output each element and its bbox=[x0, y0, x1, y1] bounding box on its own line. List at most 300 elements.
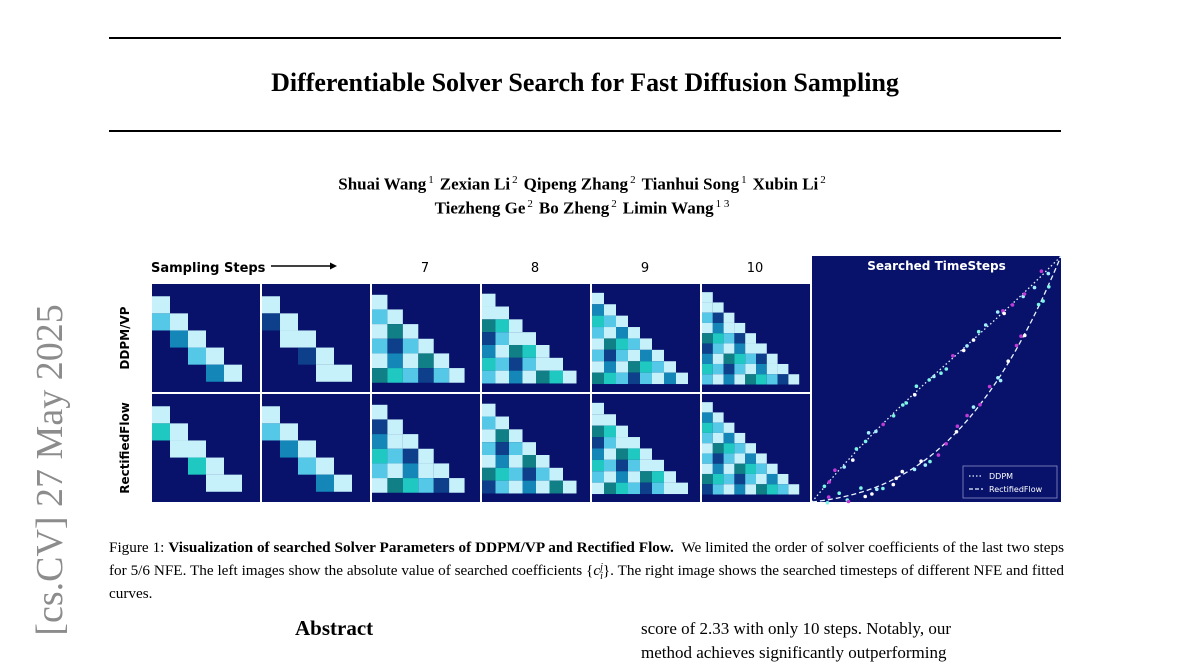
heatmap-cell bbox=[418, 449, 433, 464]
heatmap-cell bbox=[778, 484, 789, 494]
caption-math-sub: i bbox=[600, 570, 603, 582]
heatmap-cell bbox=[316, 365, 334, 382]
heatmap-cell bbox=[756, 374, 767, 384]
heatmap-cell bbox=[664, 483, 676, 494]
timestep-point bbox=[901, 470, 905, 474]
heatmap-cell bbox=[449, 478, 464, 493]
heatmap-cell bbox=[496, 442, 510, 455]
heatmap-cell bbox=[152, 313, 170, 330]
heatmap-cell bbox=[592, 327, 604, 338]
row-label: RectifiedFlow bbox=[118, 402, 132, 494]
heatmap-cell bbox=[523, 442, 537, 455]
timestep-point bbox=[988, 385, 992, 389]
heatmap-cell bbox=[387, 449, 402, 464]
author-name: Tianhui Song bbox=[641, 174, 740, 194]
heatmap-cell bbox=[604, 327, 616, 338]
heatmap-cell bbox=[188, 440, 206, 457]
heatmap-cell bbox=[702, 302, 713, 312]
heatmap-cell bbox=[523, 468, 537, 481]
heatmap-cell bbox=[224, 475, 242, 492]
timestep-point bbox=[962, 349, 966, 353]
timestep-point bbox=[972, 338, 976, 342]
heatmap-cell bbox=[334, 365, 352, 382]
timestep-point bbox=[932, 375, 936, 379]
timestep-point bbox=[823, 485, 827, 489]
heatmap-cell bbox=[702, 464, 713, 474]
heatmap-cell bbox=[713, 323, 724, 333]
plot-title: Searched TimeSteps bbox=[867, 259, 1006, 273]
heatmap-cell bbox=[745, 453, 756, 463]
heatmap-cell bbox=[536, 345, 550, 358]
heatmap-cell bbox=[756, 474, 767, 484]
timestep-point bbox=[924, 463, 928, 467]
heatmap-cell bbox=[387, 478, 402, 493]
heatmap-cell bbox=[724, 333, 735, 343]
author-line-2 bbox=[0, 198, 1170, 219]
heatmap-cell bbox=[482, 371, 496, 384]
heatmap-cell bbox=[403, 368, 418, 383]
heatmap-cell bbox=[523, 371, 537, 384]
heatmap-cell bbox=[434, 368, 449, 383]
heatmap-cell bbox=[509, 481, 523, 494]
coefficient-heatmaps bbox=[152, 284, 810, 502]
heatmap-cell bbox=[482, 345, 496, 358]
heatmap-cell bbox=[262, 296, 280, 313]
heatmap-cell bbox=[702, 333, 713, 343]
heatmap-cell bbox=[418, 368, 433, 383]
heatmap-cell bbox=[298, 440, 316, 457]
heatmap-cell bbox=[496, 468, 510, 481]
abstract-heading: Abstract bbox=[295, 616, 374, 640]
heatmap-cell bbox=[628, 448, 640, 459]
heatmap-cell bbox=[702, 364, 713, 374]
timestep-point bbox=[892, 414, 896, 418]
heatmap-cell bbox=[640, 361, 652, 372]
timestep-point bbox=[972, 405, 976, 409]
timestep-point bbox=[999, 379, 1003, 383]
author-affiliation: 1 bbox=[428, 174, 434, 186]
heatmap-cell bbox=[298, 458, 316, 475]
heatmap-cell bbox=[206, 348, 224, 365]
heatmap-cell bbox=[713, 453, 724, 463]
heatmap-cell bbox=[280, 423, 298, 440]
timestep-point bbox=[874, 430, 878, 434]
timestep-point bbox=[837, 491, 841, 495]
heatmap-cell bbox=[734, 374, 745, 384]
heatmap-cell bbox=[403, 449, 418, 464]
heatmap-cell bbox=[640, 471, 652, 482]
heatmap-cell bbox=[403, 324, 418, 339]
heatmap-cell bbox=[523, 345, 537, 358]
timestep-point bbox=[863, 495, 867, 499]
heatmap-cell bbox=[509, 468, 523, 481]
heatmap-cell bbox=[628, 460, 640, 471]
author-name: Shuai Wang bbox=[338, 174, 427, 194]
heatmap-cell bbox=[628, 437, 640, 448]
caption-text-a: We limited the order of solver coefficients of the last two steps for 5/6 NFE. The left images show the absolute value of searched coefficients { bbox=[109, 539, 1064, 579]
heatmap-cell bbox=[713, 474, 724, 484]
heatmap-cell bbox=[592, 316, 604, 327]
timestep-point bbox=[928, 460, 932, 464]
heatmap-cell bbox=[403, 478, 418, 493]
heatmap-cell bbox=[523, 455, 537, 468]
heatmap-cell bbox=[724, 343, 735, 353]
searched-timesteps-plot bbox=[812, 256, 1061, 505]
heatmap-cell bbox=[724, 364, 735, 374]
heatmap-cell bbox=[592, 403, 604, 414]
timestep-point bbox=[847, 500, 851, 504]
heatmap-cell bbox=[724, 484, 735, 494]
heatmap-cell bbox=[206, 365, 224, 382]
heatmap-cell bbox=[372, 339, 387, 354]
heatmap-cell bbox=[724, 453, 735, 463]
caption-text-b: }. The right image shows the searched timesteps of different NFE and fitted curves. bbox=[109, 562, 1064, 602]
heatmap-cell bbox=[509, 371, 523, 384]
timestep-point bbox=[996, 376, 1000, 380]
heatmap-cell bbox=[334, 475, 352, 492]
heatmap-cell bbox=[550, 481, 564, 494]
heatmap-cell bbox=[372, 324, 387, 339]
heatmap-cell bbox=[372, 353, 387, 368]
heatmap-cell bbox=[298, 348, 316, 365]
heatmap-cell bbox=[523, 481, 537, 494]
heatmap-cell bbox=[702, 374, 713, 384]
heatmap-cell bbox=[734, 364, 745, 374]
heatmap-cell bbox=[418, 478, 433, 493]
heatmap-cell bbox=[713, 333, 724, 343]
timestep-point bbox=[944, 442, 948, 446]
timestep-point bbox=[894, 477, 898, 481]
heatmap-cell bbox=[496, 417, 510, 430]
heatmap-cell bbox=[724, 433, 735, 443]
heatmap-cell bbox=[372, 309, 387, 324]
heatmap-cell bbox=[592, 350, 604, 361]
heatmap-cell bbox=[702, 323, 713, 333]
heatmap-cell bbox=[372, 434, 387, 449]
heatmap-cell bbox=[767, 364, 778, 374]
heatmap-cell bbox=[628, 373, 640, 384]
author-line-1 bbox=[0, 174, 1170, 195]
heatmap-cell bbox=[316, 348, 334, 365]
heatmap-cell bbox=[778, 474, 789, 484]
timestep-point bbox=[996, 310, 1000, 314]
timestep-point bbox=[1006, 359, 1010, 363]
heatmap-cell bbox=[509, 345, 523, 358]
timestep-point bbox=[875, 488, 879, 492]
heatmap-cell bbox=[523, 358, 537, 371]
heatmap-cell bbox=[616, 448, 628, 459]
heatmap-cell bbox=[734, 433, 745, 443]
heatmap-cell bbox=[387, 368, 402, 383]
timestep-point bbox=[1002, 312, 1006, 316]
heatmap-cell bbox=[702, 484, 713, 494]
heatmap-cell bbox=[778, 364, 789, 374]
heatmap-cell bbox=[640, 373, 652, 384]
timestep-point bbox=[827, 495, 831, 499]
heatmap-cell bbox=[482, 319, 496, 332]
heatmap-cell bbox=[604, 483, 616, 494]
heatmap-cell bbox=[372, 478, 387, 493]
heatmap-cell bbox=[188, 348, 206, 365]
timestep-point bbox=[828, 480, 832, 484]
heatmap-cell bbox=[628, 361, 640, 372]
author-affiliation: 2 bbox=[527, 198, 533, 210]
heatmap-cell bbox=[616, 350, 628, 361]
heatmap-cell bbox=[482, 481, 496, 494]
heatmap-cell bbox=[767, 484, 778, 494]
heatmap-cell bbox=[724, 323, 735, 333]
arxiv-stamp: [cs.CV] 27 May 2025 bbox=[29, 304, 71, 636]
heatmap-cell bbox=[640, 448, 652, 459]
timestep-point bbox=[955, 430, 959, 434]
heatmap-cell bbox=[604, 350, 616, 361]
bottom-rule bbox=[109, 130, 1061, 132]
heatmap-cell bbox=[170, 313, 188, 330]
heatmap-cell bbox=[640, 338, 652, 349]
timestep-point bbox=[864, 440, 868, 444]
heatmap-cell bbox=[604, 426, 616, 437]
timestep-point bbox=[1019, 334, 1023, 338]
heatmap-cell bbox=[280, 313, 298, 330]
heatmap-cell bbox=[496, 358, 510, 371]
heatmap-cell bbox=[604, 316, 616, 327]
heatmap-cell bbox=[372, 405, 387, 420]
timestep-point bbox=[859, 486, 863, 490]
heatmap-cell bbox=[592, 471, 604, 482]
heatmap-cell bbox=[509, 358, 523, 371]
top-rule bbox=[109, 37, 1061, 39]
timestep-point bbox=[977, 330, 981, 334]
heatmap-cell bbox=[482, 429, 496, 442]
heatmap-cell bbox=[664, 373, 676, 384]
heatmap-cell bbox=[604, 414, 616, 425]
heatmap-cell bbox=[734, 333, 745, 343]
heatmap-cell bbox=[724, 354, 735, 364]
heatmap-cell bbox=[403, 339, 418, 354]
heatmap-cell bbox=[767, 374, 778, 384]
heatmap-cell bbox=[702, 292, 713, 302]
heatmap-cell bbox=[745, 354, 756, 364]
heatmap-cell bbox=[482, 404, 496, 417]
heatmap-cell bbox=[592, 483, 604, 494]
heatmap-cell bbox=[702, 412, 713, 422]
heatmap-cell bbox=[628, 483, 640, 494]
heatmap-cell bbox=[745, 443, 756, 453]
heatmap-cell bbox=[509, 319, 523, 332]
timestep-point bbox=[851, 458, 855, 462]
heatmap-cell bbox=[482, 332, 496, 345]
heatmap-cell bbox=[713, 443, 724, 453]
timestep-point bbox=[965, 344, 969, 348]
heatmap-cell bbox=[592, 361, 604, 372]
heatmap-cell bbox=[563, 371, 577, 384]
heatmap-cell bbox=[592, 414, 604, 425]
heatmap-cell bbox=[592, 426, 604, 437]
row-labels bbox=[118, 306, 132, 494]
step-label: 8 bbox=[530, 261, 540, 276]
right-column-text-2: method achieves significantly outperforming bbox=[641, 643, 947, 662]
heatmap-cell bbox=[628, 350, 640, 361]
heatmap-cell bbox=[702, 453, 713, 463]
timestep-point bbox=[956, 424, 960, 428]
heatmap-cell bbox=[372, 463, 387, 478]
sampling-steps-label: Sampling Steps bbox=[151, 261, 266, 276]
heatmap-cell bbox=[496, 307, 510, 320]
heatmap-cell bbox=[496, 371, 510, 384]
author-affiliation: 2 bbox=[512, 174, 518, 186]
heatmap-cell bbox=[676, 373, 688, 384]
heatmap-cell bbox=[616, 471, 628, 482]
heatmap-cell bbox=[652, 373, 664, 384]
heatmap-cell bbox=[616, 338, 628, 349]
heatmap-cell bbox=[713, 423, 724, 433]
heatmap-cell bbox=[756, 453, 767, 463]
heatmap-cell bbox=[372, 449, 387, 464]
heatmap-cell bbox=[280, 440, 298, 457]
author-affiliation: 1 3 bbox=[715, 198, 730, 210]
timestep-point bbox=[915, 384, 919, 388]
heatmap-cell bbox=[628, 471, 640, 482]
heatmap-cell bbox=[418, 353, 433, 368]
timestep-point bbox=[945, 367, 949, 371]
heatmap-cell bbox=[604, 460, 616, 471]
timestep-point bbox=[984, 323, 988, 327]
heatmap-cell bbox=[713, 464, 724, 474]
timestep-point bbox=[1047, 285, 1051, 289]
heatmap-cell bbox=[387, 324, 402, 339]
heatmap-cell bbox=[745, 374, 756, 384]
heatmap-cell bbox=[767, 474, 778, 484]
timestep-point bbox=[826, 501, 830, 505]
heatmap-cell bbox=[745, 343, 756, 353]
heatmap-cell bbox=[316, 458, 334, 475]
heatmap-cell bbox=[387, 339, 402, 354]
heatmap-cell bbox=[403, 434, 418, 449]
author-affiliation: 2 bbox=[820, 174, 826, 186]
heatmap-cell bbox=[640, 350, 652, 361]
heatmap-cell bbox=[724, 313, 735, 323]
author-affiliation: 1 bbox=[741, 174, 747, 186]
heatmap-cell bbox=[592, 437, 604, 448]
timestep-point bbox=[1011, 303, 1015, 307]
heatmap-cell bbox=[652, 471, 664, 482]
heatmap-cell bbox=[767, 464, 778, 474]
legend-label: DDPM bbox=[989, 472, 1014, 481]
heatmap-cell bbox=[403, 463, 418, 478]
caption-math-symbol: c bbox=[593, 562, 601, 579]
heatmap-cell bbox=[372, 419, 387, 434]
heatmap-cell bbox=[640, 483, 652, 494]
step-labels bbox=[421, 261, 763, 276]
heatmap-cell bbox=[496, 319, 510, 332]
figure-1 bbox=[110, 252, 1062, 508]
heatmap-cell bbox=[778, 374, 789, 384]
author-affiliation: 2 bbox=[630, 174, 636, 186]
heatmap-cell bbox=[482, 417, 496, 430]
heatmap-cell bbox=[628, 338, 640, 349]
heatmap-cell bbox=[550, 358, 564, 371]
heatmap-cell bbox=[713, 354, 724, 364]
timestep-point bbox=[1023, 334, 1027, 338]
heatmap-cell bbox=[550, 468, 564, 481]
heatmap-cell bbox=[372, 295, 387, 310]
heatmap-cell bbox=[418, 339, 433, 354]
heatmap-cell bbox=[734, 354, 745, 364]
author-name: Bo Zheng bbox=[538, 198, 610, 218]
timestep-point bbox=[951, 354, 955, 358]
heatmap-cell bbox=[387, 309, 402, 324]
heatmap-cell bbox=[536, 371, 550, 384]
heatmap-cell bbox=[387, 463, 402, 478]
heatmap-cell bbox=[536, 481, 550, 494]
heatmap-cell bbox=[604, 471, 616, 482]
heatmap-cell bbox=[713, 302, 724, 312]
heatmap-cell bbox=[734, 443, 745, 453]
heatmap-cell bbox=[403, 353, 418, 368]
heatmap-cell bbox=[702, 354, 713, 364]
legend-label: RectifiedFlow bbox=[989, 485, 1043, 494]
heatmap-cell bbox=[592, 448, 604, 459]
timestep-point bbox=[927, 378, 931, 382]
heatmap-cell bbox=[434, 353, 449, 368]
heatmap-cell bbox=[496, 481, 510, 494]
heatmap-cell bbox=[536, 455, 550, 468]
heatmap-cell bbox=[745, 464, 756, 474]
heatmap-cell bbox=[434, 463, 449, 478]
heatmap-cell bbox=[713, 433, 724, 443]
heatmap-cell bbox=[788, 374, 799, 384]
heatmap-cell bbox=[563, 481, 577, 494]
heatmap-cell bbox=[713, 374, 724, 384]
timestep-point bbox=[892, 483, 896, 487]
timestep-point bbox=[842, 465, 846, 469]
heatmap-cell bbox=[170, 440, 188, 457]
heatmap-cell bbox=[734, 484, 745, 494]
heatmap-cell bbox=[745, 333, 756, 343]
heatmap-cell bbox=[756, 343, 767, 353]
author-name: Zexian Li bbox=[439, 174, 511, 194]
heatmap-cell bbox=[713, 484, 724, 494]
heatmap-cell bbox=[206, 475, 224, 492]
heatmap-cell bbox=[536, 358, 550, 371]
timestep-point bbox=[1037, 303, 1041, 307]
heatmap-cell bbox=[756, 464, 767, 474]
heatmap-cell bbox=[604, 304, 616, 315]
author-name: Limin Wang bbox=[622, 198, 714, 218]
heatmap-cell bbox=[702, 343, 713, 353]
heatmap-cell bbox=[616, 437, 628, 448]
timestep-point bbox=[939, 371, 943, 375]
caption-math-sup: j bbox=[600, 561, 603, 573]
author-name: Tiezheng Ge bbox=[434, 198, 526, 218]
heatmap-cell bbox=[652, 460, 664, 471]
heatmap-cell bbox=[702, 313, 713, 323]
heatmap-cell bbox=[616, 460, 628, 471]
heatmap-cell bbox=[702, 423, 713, 433]
timestep-point bbox=[937, 453, 941, 457]
heatmap-cell bbox=[713, 364, 724, 374]
heatmap-cell bbox=[702, 433, 713, 443]
heatmap-cell bbox=[756, 354, 767, 364]
timestep-point bbox=[1033, 286, 1037, 290]
heatmap-cell bbox=[418, 463, 433, 478]
heatmap-cell bbox=[188, 458, 206, 475]
heatmap-cell bbox=[664, 471, 676, 482]
heatmap-cell bbox=[496, 455, 510, 468]
heatmap-cell bbox=[523, 332, 537, 345]
heatmap-cell bbox=[676, 483, 688, 494]
heatmap-cell bbox=[206, 458, 224, 475]
